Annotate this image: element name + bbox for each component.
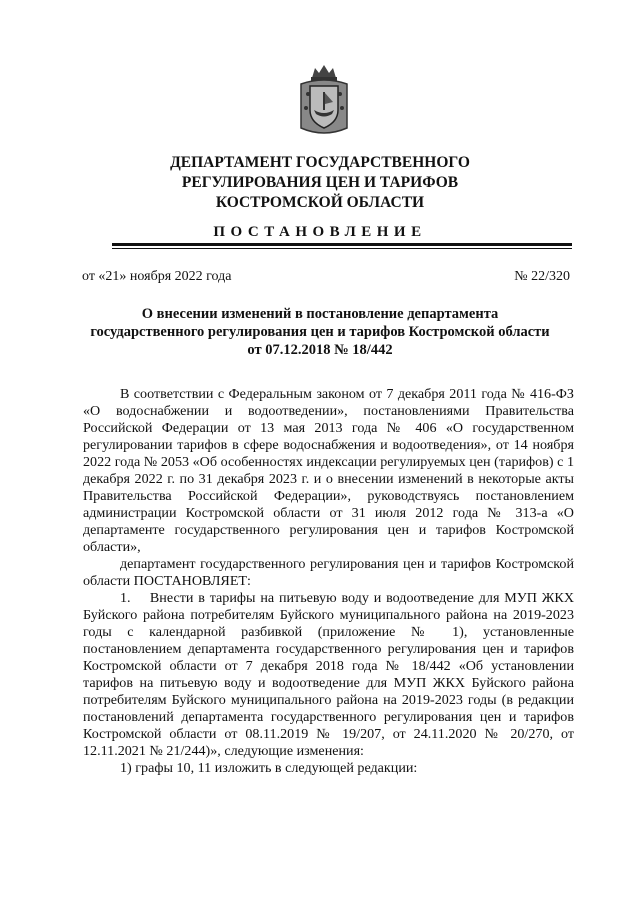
subject-line-2: государственного регулирования цен и тарифов Костромской области — [90, 324, 550, 340]
document-number: № 22/320 — [514, 269, 570, 284]
kostroma-coat-of-arms-icon — [297, 64, 351, 138]
body-paragraph-4: 1) графы 10, 11 изложить в следующей редакции: — [120, 760, 418, 776]
subject-line-3: от 07.12.2018 № 18/442 — [247, 342, 393, 358]
header-divider-thin — [112, 248, 572, 249]
department-line-1: ДЕПАРТАМЕНТ ГОСУДАРСТВЕННОГО — [170, 154, 470, 171]
department-line-2: РЕГУЛИРОВАНИЯ ЦЕН И ТАРИФОВ — [181, 174, 459, 191]
document-type-title: ПОСТАНОВЛЕНИЕ — [213, 224, 427, 240]
document-date: от «21» ноября 2022 года — [82, 269, 232, 284]
header-divider-thick — [112, 243, 572, 246]
department-line-3: КОСТРОМСКОЙ ОБЛАСТИ — [215, 194, 425, 211]
document-subject — [70, 305, 570, 359]
department-name — [100, 153, 540, 213]
body-paragraph-3: 1. Внести в тарифы на питьевую воду и водоотведение для МУП ЖКХ Буйского района потребителям Буйского муниципального района на 2019-2023 годы с календарной разбивкой (приложение № 1), установленные постановлением департамента государственного регулирования цен и тарифов Костромской области от 7 декабря 2018 года № 18/442 «Об установлении тарифов на питьевую воду и водоотведение для МУП ЖКХ Буйского района потребителям Буйского муниципального района на 2019-2023 годы (в редакции постановлений департамента государственного регулирования цен и тарифов Костромской области от 08.11.2019 № 19/207, от 24.11.2020 № 20/270, от 12.11.2021 № 21/244)», следующие изменения: — [83, 590, 574, 759]
body-paragraph-2: департамент государственного регулирования цен и тарифов Костромской области ПОСТАНОВЛЯЕТ: — [83, 556, 574, 589]
subject-line-1: О внесении изменений в постановление департамента — [141, 306, 499, 322]
body-paragraph-1: В соответствии с Федеральным законом от 7 декабря 2011 года № 416-ФЗ «О водоснабжении и водоотведении», постановлениями Правительства Российской Федерации от 13 мая 2013 года № 406 «О государственном регулировании тарифов в сфере водоснабжения и водоотведения», от 14 ноября 2022 года № 2053 «Об особенностях индексации регулируемых цен (тарифов) с 1 декабря 2022 г. по 31 декабря 2023 г. и о внесении изменений в некоторые акты Правительства Российской Федерации», руководствуясь постановлением администрации Костромской области от 31 июля 2012 года № 313-а «О департаменте государственного регулирования цен и тарифов Костромской области», — [83, 386, 574, 555]
document-body — [83, 386, 574, 777]
